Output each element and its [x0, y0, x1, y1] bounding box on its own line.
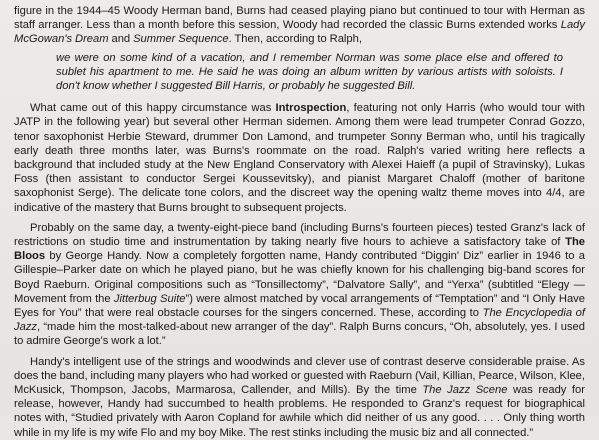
paragraph-intro [14, 4, 585, 47]
paragraph-the-bloos [14, 221, 585, 349]
paragraph-introspection [14, 101, 585, 215]
text-run: was ready for release, however, Handy had succumbed to health problems. He responded to Granz's request for biographical notes with, “Studied privately with Aaron Copland for awhile which did neither of us any good. . . . Only thing worth while in my life is my wife Flo and my boy Mike. The rest stinks including the music biz and all connected.” [14, 384, 585, 439]
block-quote: we were on some kind of a vacation, and I remember Norman was some place else and offered to sublet his apartment to me. He said he was doing an album written by various artists with soloists. I don't know whether I suggested Bill Harris, or probably he suggested Bill. [56, 51, 563, 93]
text-run: figure in the 1944–45 Woody Herman band, Burns had ceased playing piano but continued to tour with Herman as staff arranger. Less than a month before this session, Woody had recorded the classic Burns extended works [14, 5, 585, 32]
text-run: What came out of this happy circumstance was [30, 102, 276, 115]
bold-title: The Bloos [14, 236, 585, 263]
text-run: , “made him the most-talked-about new arranger of the day”. Ralph Burns concurs, “Oh, absolutely, yes. I used to admire George's work a lot.” [14, 321, 585, 348]
italic-title: Lady McGowan's Dream [14, 19, 585, 46]
italic-title: Jitterbug Suite [113, 292, 186, 305]
text-run: Probably on the same day, a twenty-eight-piece band (including Burns's fourteen pieces) tested Granz's lack of restrictions on studio time and instrumentation by taking nearly five hours to achieve a satisfactory take of [14, 221, 585, 249]
text-run: by George Handy. Now a completely forgotten name, Handy contributed “Diggin' Diz” earlier in 1946 to a Gillespie–Parker date on which he played piano, but he was chiefly known for his challenging big-band scores for Boyd Raeburn. Original compositions such as “Tonsillectomy”, “Dalvatore Sally”, and “Yerxa” (subtitled “Elegy — Movement from the [14, 250, 585, 305]
italic-title: The Encyclopedia of Jazz [14, 307, 585, 334]
text-run: ”) were almost matched by vocal arrangements of “Temptation” and “I Only Have Eyes for You” that were real obstacle courses for the singers concerned. These, according to [14, 292, 585, 320]
text-run: and [108, 33, 134, 46]
text-run: . Then, according to Ralph, [228, 33, 362, 46]
italic-title: Summer Sequence [133, 33, 229, 46]
text-run: , featuring not only Harris (who would tour with JATP in the following year) but several other Herman sidemen. Among them were lead trumpeter Conrad Gozzo, tenor saxophonist Herbie Steward, drummer Don Lamond, and trumpeter Sonny Berman who, until his tragically early death three months later, was Burns's roommate on the road. Ralph's varied writing here reflects a background that included study at the New England Conservatory with Alexei Haieff (a pupil of Stravinsky), Lukas Foss (then assistant to conductor Sergei Koussevitsky), and pianist Margaret Chaloff (mother of baritone saxophonist Serge). The delicate tone colors, and the discreet way the opening waltz theme moves into 4/4, are indicative of the mastery that Burns brought to subsequent projects. [14, 102, 585, 214]
italic-title: The Jazz Scene [422, 384, 508, 397]
text-run: Handy's intelligent use of the strings and woodwinds and clever use of contrast deserve considerable praise. As does the band, including many players who had worked or guested with Raeburn (Vail, Killian, Pearce, Wilson, Klee, McKusick, Thompson, Jacobs, Marmarosa, Callender, and Mills). By the time [14, 355, 585, 397]
paragraph-handy [14, 355, 585, 440]
bold-title: Introspection [275, 102, 347, 115]
